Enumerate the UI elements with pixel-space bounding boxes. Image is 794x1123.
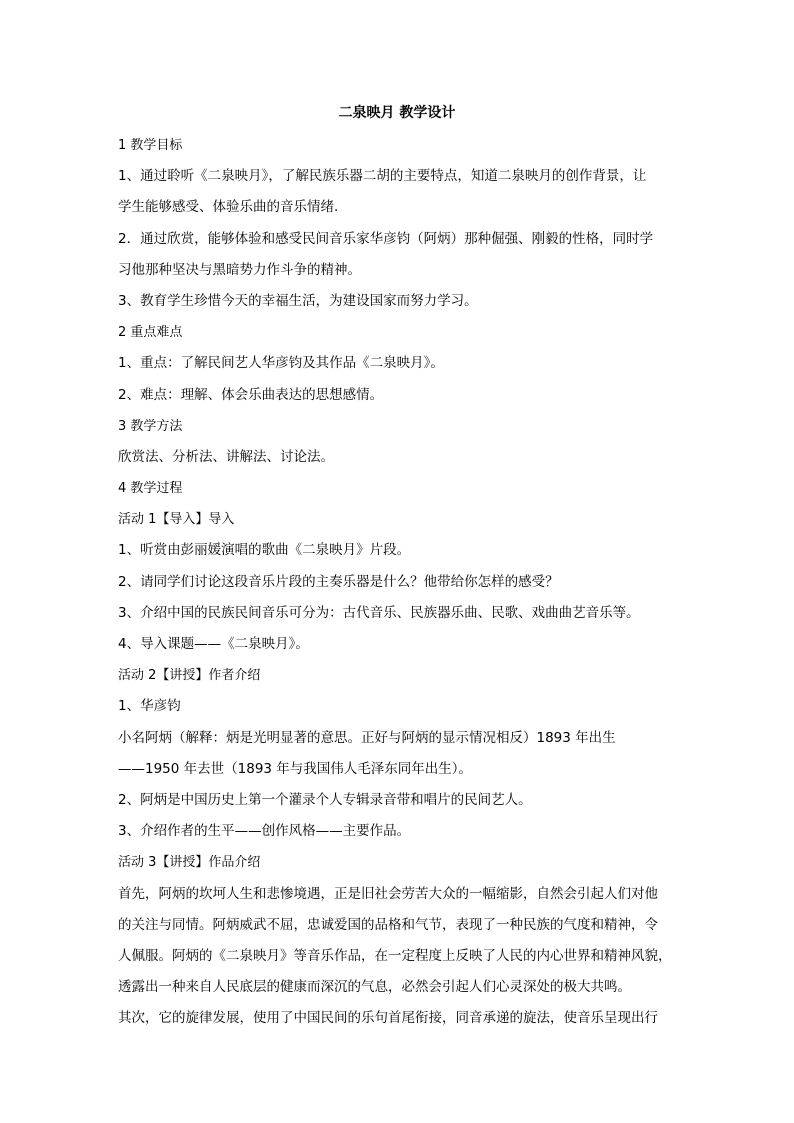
paragraph-line: 学生能够感受、体验乐曲的音乐情绪. [118, 199, 339, 216]
section-heading: 活动 1【导入】导入 [118, 512, 235, 528]
document-body [118, 130, 678, 1034]
section-heading: 1 教学目标 [118, 138, 183, 153]
paragraph-line: 3、介绍中国的民族民间音乐可分为：古代音乐、民族器乐曲、民歌、戏曲曲艺音乐等。 [118, 604, 640, 621]
paragraph-line: ——1950 年去世（1893 年与我国伟人毛泽东同年出生）。 [118, 760, 473, 777]
section-heading: 3 教学方法 [118, 418, 183, 434]
paragraph-line: 2、难点：理解、体会乐曲表达的思想感情。 [118, 386, 384, 403]
paragraph-line: 欣赏法、分析法、讲解法、讨论法。 [118, 448, 334, 465]
paragraph-line: 3、教育学生珍惜今天的幸福生活，为建设国家而努力学习。 [118, 292, 478, 309]
paragraph-line: 的关注与同情。阿炳威武不屈，忠诚爱国的品格和气节，表现了一种民族的气度和精神，令 [118, 916, 658, 933]
section-heading: 4 教学过程 [118, 481, 183, 497]
section-heading: 2 重点难点 [118, 325, 183, 341]
section-heading: 活动 3【讲授】作品介绍 [118, 855, 261, 871]
paragraph-line: 4、导入课题——《二泉映月》。 [118, 636, 309, 652]
paragraph-line: 其次，它的旋律发展，使用了中国民间的乐句首尾衔接，同音承递的旋法，使音乐呈现出行 [118, 1010, 658, 1027]
paragraph-line: 2、阿炳是中国历史上第一个灌录个人专辑录音带和唱片的民间艺人。 [118, 791, 532, 808]
paragraph-line: 习他那种坚决与黑暗势力作斗争的精神。 [118, 261, 361, 278]
paragraph-line: 1、通过聆听《二泉映月》，了解民族乐器二胡的主要特点，知道二泉映月的创作背景，让 [118, 168, 647, 185]
paragraph-line: 2．通过欣赏，能够体验和感受民间音乐家华彦钧（阿炳）那种倔强、刚毅的性格，同时学 [118, 230, 654, 247]
paragraph-line: 3、介绍作者的生平——创作风格——主要作品。 [118, 823, 411, 840]
paragraph-line: 首先，阿炳的坎坷人生和悲惨境遇，正是旧社会劳苦大众的一幅缩影，自然会引起人们对他 [118, 885, 658, 902]
paragraph-line: 1、华彦钧 [118, 698, 181, 715]
paragraph-line: 小名阿炳（解释：炳是光明显著的意思。正好与阿炳的显示情况相反）1893 年出生 [118, 729, 616, 746]
document-title: 二泉映月 教学设计 [338, 105, 456, 121]
paragraph-line: 2、请同学们讨论这段音乐片段的主奏乐器是什么？他带给你怎样的感受？ [118, 573, 559, 590]
paragraph-line: 1、听赏由彭丽媛演唱的歌曲《二泉映月》片段。 [118, 542, 411, 559]
paragraph-line: 透露出一种来自人民底层的健康而深沉的气息，必然会引起人们心灵深处的极大共鸣。 [118, 979, 631, 996]
section-heading: 活动 2【讲授】作者介绍 [118, 668, 261, 684]
paragraph-line: 人佩服。阿炳的《二泉映月》等音乐作品，在一定程度上反映了人民的内心世界和精神风貌， [118, 947, 672, 964]
paragraph-line: 1、重点：了解民间艺人华彦钧及其作品《二泉映月》。 [118, 355, 444, 372]
